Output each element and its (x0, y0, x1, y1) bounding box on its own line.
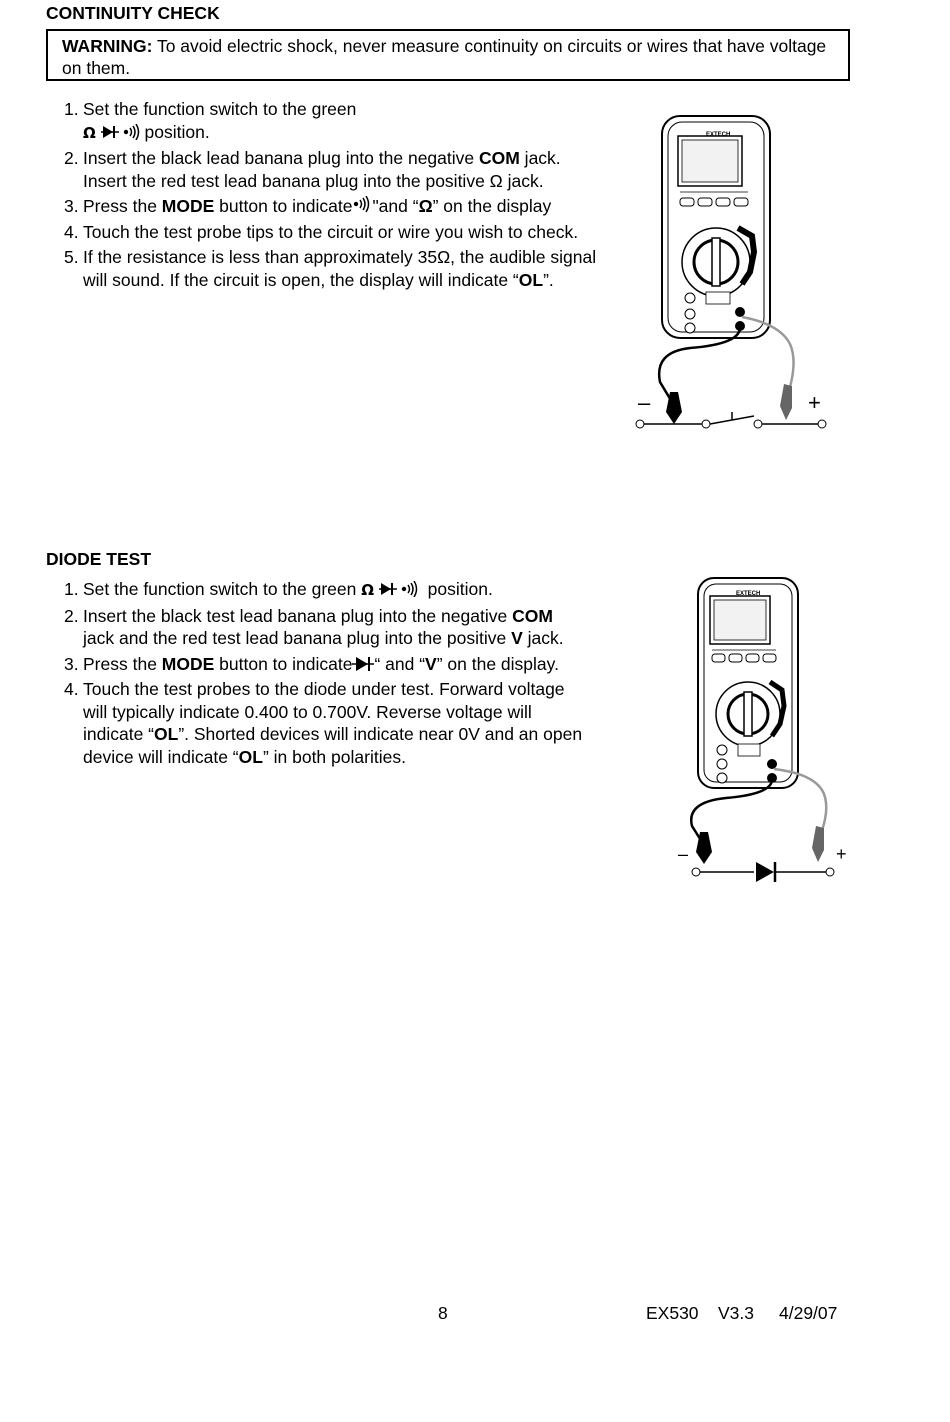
red-probe (780, 384, 792, 420)
diode-step-3: 3. Press the MODE button to indicate “ and “V” on the display. (64, 653, 559, 674)
continuity-minus-label: – (638, 390, 651, 415)
diode-heading: DIODE TEST (46, 549, 152, 569)
continuity-sound-icon (352, 196, 372, 214)
diode-step-1: 1. Set the function switch to the green Ω position. (64, 579, 493, 599)
continuity-meter-figure (630, 112, 840, 434)
meter-brand: EXTECH (736, 591, 761, 597)
continuity-step-2: 2. Insert the black lead banana plug into the negative COM jack. Insert the red test lead banana plug into the positive Ω jack. (64, 148, 561, 191)
circuit-wire-switch (636, 412, 826, 428)
diode-meter-figure (676, 574, 856, 886)
continuity-steps (64, 98, 624, 294)
warning-label: WARNING: (62, 36, 153, 56)
footer-date: 4/29/07 (779, 1303, 838, 1323)
diode-step-2: 2. Insert the black test lead banana plug into the negative COM jack and the red test lead banana plug into the positive V jack. (64, 605, 564, 648)
diode-steps (64, 578, 584, 771)
ohm-diode-continuity-icon: Ω (361, 581, 423, 599)
footer-version: V3.3 (718, 1303, 754, 1323)
multimeter-drawing (662, 116, 770, 338)
diode-component (692, 862, 834, 882)
continuity-plus-label: + (808, 390, 821, 415)
continuity-step-3: 3. Press the MODE button to indicate "and “Ω” on the display (64, 196, 552, 216)
continuity-step-4: 4. Touch the test probe tips to the circuit or wire you wish to check. (64, 221, 579, 242)
continuity-step-5: 5. If the resistance is less than approximately 35Ω, the audible signal will sound. If the circuit is open, the display will indicate “OL”. (64, 247, 597, 290)
red-probe (812, 826, 824, 862)
diode-icon (352, 655, 374, 673)
continuity-heading: CONTINUITY CHECK (46, 3, 220, 23)
multimeter-drawing (698, 578, 798, 788)
warning-box (46, 29, 850, 81)
footer-model: EX530 (646, 1303, 699, 1323)
meter-brand: EXTECH (706, 132, 731, 138)
diode-plus-label: + (836, 844, 847, 864)
diode-minus-label: – (678, 844, 689, 864)
continuity-step-1: 1. Set the function switch to the green Ω position. (64, 99, 357, 142)
diode-step-4: 4. Touch the test probes to the diode under test. Forward voltage will typically indicate 0.400 to 0.700V. Reverse voltage will indicate “OL”. Shorted devices will indicate near 0V and an open device will indicate “OL” in both polarities. (64, 679, 583, 767)
ohm-diode-continuity-icon: Ω (83, 124, 145, 142)
page-number: 8 (438, 1303, 448, 1323)
warning-text: To avoid electric shock, never measure continuity on circuits or wires that have voltage on them. (62, 36, 827, 78)
